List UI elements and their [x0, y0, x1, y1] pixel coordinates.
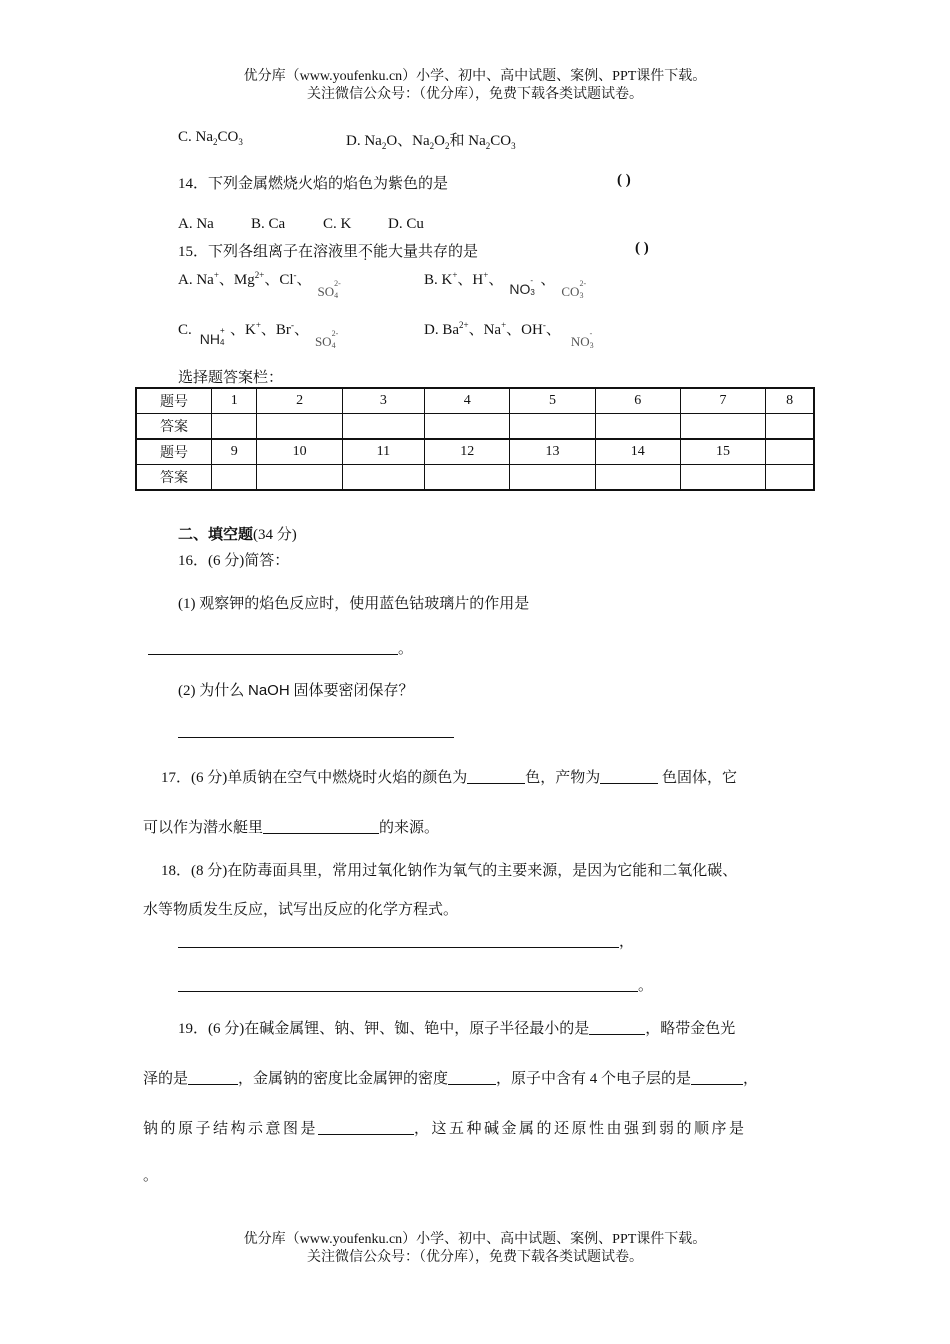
answer-cell[interactable]	[595, 465, 680, 491]
question-number: 3	[342, 388, 424, 414]
question-number: 1	[212, 388, 257, 414]
answer-cell[interactable]	[510, 465, 595, 491]
q17-line2: 可以作为潜水艇里 的来源。	[143, 820, 440, 836]
q15-option-c: C.NH + 4 、K+、Br-、SO 2- 4	[178, 320, 339, 350]
q18-line2: 水等物质发生反应，试写出反应的化学方程式。	[143, 902, 459, 918]
q14-option-d: D. Cu	[388, 216, 424, 232]
answer-blank[interactable]	[691, 1070, 743, 1085]
sulfate-ion: SO 2- 4	[314, 329, 339, 350]
question-number: 5	[510, 388, 595, 414]
answer-cell[interactable]	[342, 465, 424, 491]
q15-option-b: B. K+、H+、NO - 3 、CO 2- 3	[424, 270, 587, 300]
q14-option-b: B. Ca	[251, 216, 286, 232]
q16-part1: (1) 观察钾的焰色反应时，使用蓝色钴玻璃片的作用是	[178, 596, 530, 612]
answer-blank[interactable]	[263, 819, 379, 834]
answer-blank[interactable]	[148, 640, 398, 655]
q16-stem: 16．(6 分)简答：	[178, 553, 290, 569]
footer-line-1: 优分库（www.youfenku.cn）小学、初中、高中试题、案例、PPT课件下载。	[243, 1232, 707, 1247]
question-number: 9	[212, 439, 257, 465]
q13-option-d: D. $Na_2O$、$Na_2O_2$和 $Na_2CO_3$	[346, 133, 516, 151]
q15-stem: 15．下列各组离子在溶液里不能大量共存的是	[178, 244, 479, 260]
ammonium-ion: NH + 4	[199, 326, 225, 347]
answer-blank[interactable]	[448, 1070, 496, 1085]
q15-option-d: D. $Ba^{2+}$、Na+、OH-、NO - 3	[424, 320, 594, 350]
q14-option-c: C. K	[323, 216, 352, 232]
table-row	[136, 414, 814, 440]
question-number: 13	[510, 439, 595, 465]
question-number: 11	[342, 439, 424, 465]
question-number: 8	[766, 388, 814, 414]
q14-option-a: A. Na	[178, 216, 214, 232]
row-label: 题号	[136, 439, 212, 465]
answer-cell[interactable]	[680, 414, 765, 440]
q17-line1: 17．(6 分)单质钠在空气中燃烧时火焰的颜色为 色，产物为 色固体，它	[161, 770, 738, 786]
question-number: 6	[595, 388, 680, 414]
answer-cell[interactable]	[257, 465, 342, 491]
header-line-1: 优分库（www.youfenku.cn）小学、初中、高中试题、案例、PPT课件下载。	[243, 69, 707, 84]
nitrate-ion: NO - 3	[570, 329, 594, 350]
q19-line3: 钠的原子结构示意图是 ，这五种碱金属的还原性由强到弱的顺序是	[143, 1121, 747, 1137]
q18-line1: 18．(8 分)在防毒面具里，常用过氧化钠作为氧气的主要来源，是因为它能和二氧化碳、	[161, 863, 738, 879]
q13-option-c: C. $Na_2CO_3$	[178, 129, 243, 147]
q18-answer-2: 。	[178, 974, 653, 995]
q19-line1: 19．(6 分)在碱金属锂、钠、钾、铷、铯中，原子半径最小的是 ，略带金色光	[178, 1021, 736, 1037]
row-label: 答案	[136, 414, 212, 440]
q16-part2-answer	[178, 723, 454, 741]
q16-part1-answer: 。	[148, 637, 413, 658]
answer-blank[interactable]	[589, 1020, 645, 1035]
question-number: 4	[425, 388, 510, 414]
answer-blank[interactable]	[467, 769, 525, 784]
question-number: 7	[680, 388, 765, 414]
answer-cell[interactable]	[212, 414, 257, 440]
answer-cell[interactable]	[510, 414, 595, 440]
q15-option-a: A. Na+、$Mg^{2+}$、Cl-、SO 2- 4	[178, 270, 341, 300]
q19-line2: 泽的是 ，金属钠的密度比金属钾的密度 ，原子中含有 4 个电子层的是 ，	[143, 1071, 759, 1087]
answer-cell[interactable]	[425, 465, 510, 491]
answer-blank[interactable]	[318, 1120, 414, 1135]
row-label: 答案	[136, 465, 212, 491]
table-row	[136, 439, 814, 465]
answer-blank[interactable]	[188, 1070, 238, 1085]
answer-cell[interactable]	[425, 414, 510, 440]
q14-answer-paren: ( )	[617, 172, 631, 188]
question-number: 2	[257, 388, 342, 414]
answer-blank[interactable]	[178, 977, 638, 992]
answer-cell[interactable]	[766, 414, 814, 440]
q15-answer-paren: ( )	[635, 240, 649, 256]
question-number: 10	[257, 439, 342, 465]
answer-cell[interactable]	[212, 465, 257, 491]
answer-blank[interactable]	[178, 933, 619, 948]
row-label: 题号	[136, 388, 212, 414]
header-line-2: 关注微信公众号：（优分库），免费下载各类试题试卷。	[307, 87, 643, 102]
answer-cell[interactable]	[595, 414, 680, 440]
answer-table	[135, 387, 815, 491]
question-number: 15	[680, 439, 765, 465]
answer-cell[interactable]	[766, 465, 814, 491]
question-number: 14	[595, 439, 680, 465]
answer-cell[interactable]	[257, 414, 342, 440]
q18-answer-1: ，	[178, 930, 634, 951]
footer-line-2: 关注微信公众号：（优分库），免费下载各类试题试卷。	[307, 1250, 643, 1265]
emphasis-not: 不能	[358, 244, 389, 260]
answer-blank[interactable]	[178, 723, 454, 738]
answer-table-caption: 选择题答案栏：	[178, 370, 284, 386]
q14-stem: 14．下列金属燃烧火焰的焰色为紫色的是	[178, 176, 449, 192]
answer-cell[interactable]	[680, 465, 765, 491]
answer-cell[interactable]	[342, 414, 424, 440]
q19-line4: 。	[143, 1168, 159, 1184]
question-number	[766, 439, 814, 465]
q16-part2: (2) 为什么 NaOH 固体要密闭保存？	[178, 682, 414, 699]
carbonate-ion: CO 2- 3	[561, 279, 587, 300]
nitrate-ion: NO - 3	[509, 276, 535, 297]
question-number: 12	[425, 439, 510, 465]
section-title: 二、填空题(34 分)	[178, 527, 297, 543]
answer-blank[interactable]	[600, 769, 658, 784]
sulfate-ion: SO 2- 4	[317, 279, 341, 300]
table-row	[136, 465, 814, 491]
table-row	[136, 388, 814, 414]
